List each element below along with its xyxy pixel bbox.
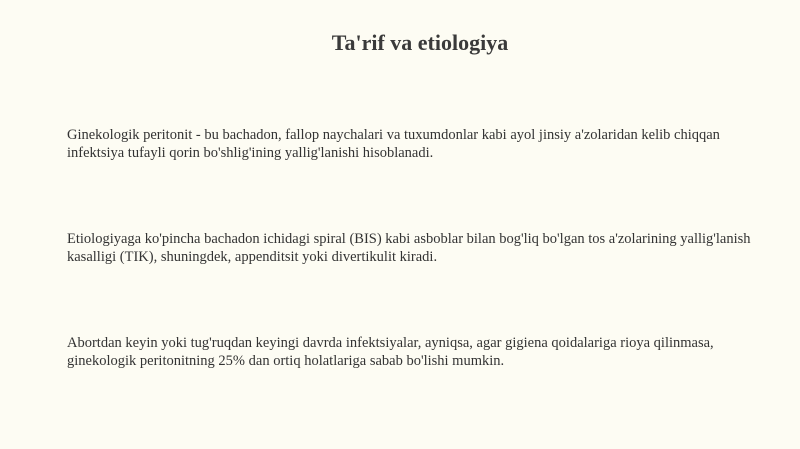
paragraph-postpartum: Abortdan keyin yoki tug'ruqdan keyingi davrda infektsiyalar, ayniqsa, agar gigiena qoidalariga rioya qilinmasa, ginekologik peritonitning 25% dan ortiq holatlariga sabab bo'lishi mumkin. bbox=[67, 335, 714, 369]
paragraph-etiology: Etiologiyaga ko'pincha bachadon ichidagi spiral (BIS) kabi asboblar bilan bog'liq bo'lgan tos a'zolarining yallig'lanish kasalligi (TIK), shuningdek, appenditsit yoki divertikulit kiradi. bbox=[67, 231, 751, 265]
paragraph-definition: Ginekologik peritonit - bu bachadon, fallop naychalari va tuxumdonlar kabi ayol jinsiy a'zolaridan kelib chiqqan infektsiya tufayli qorin bo'shlig'ining yallig'lanishi hisoblanadi. bbox=[67, 127, 720, 161]
slide-title: Ta'rif va etiologiya bbox=[331, 30, 509, 55]
